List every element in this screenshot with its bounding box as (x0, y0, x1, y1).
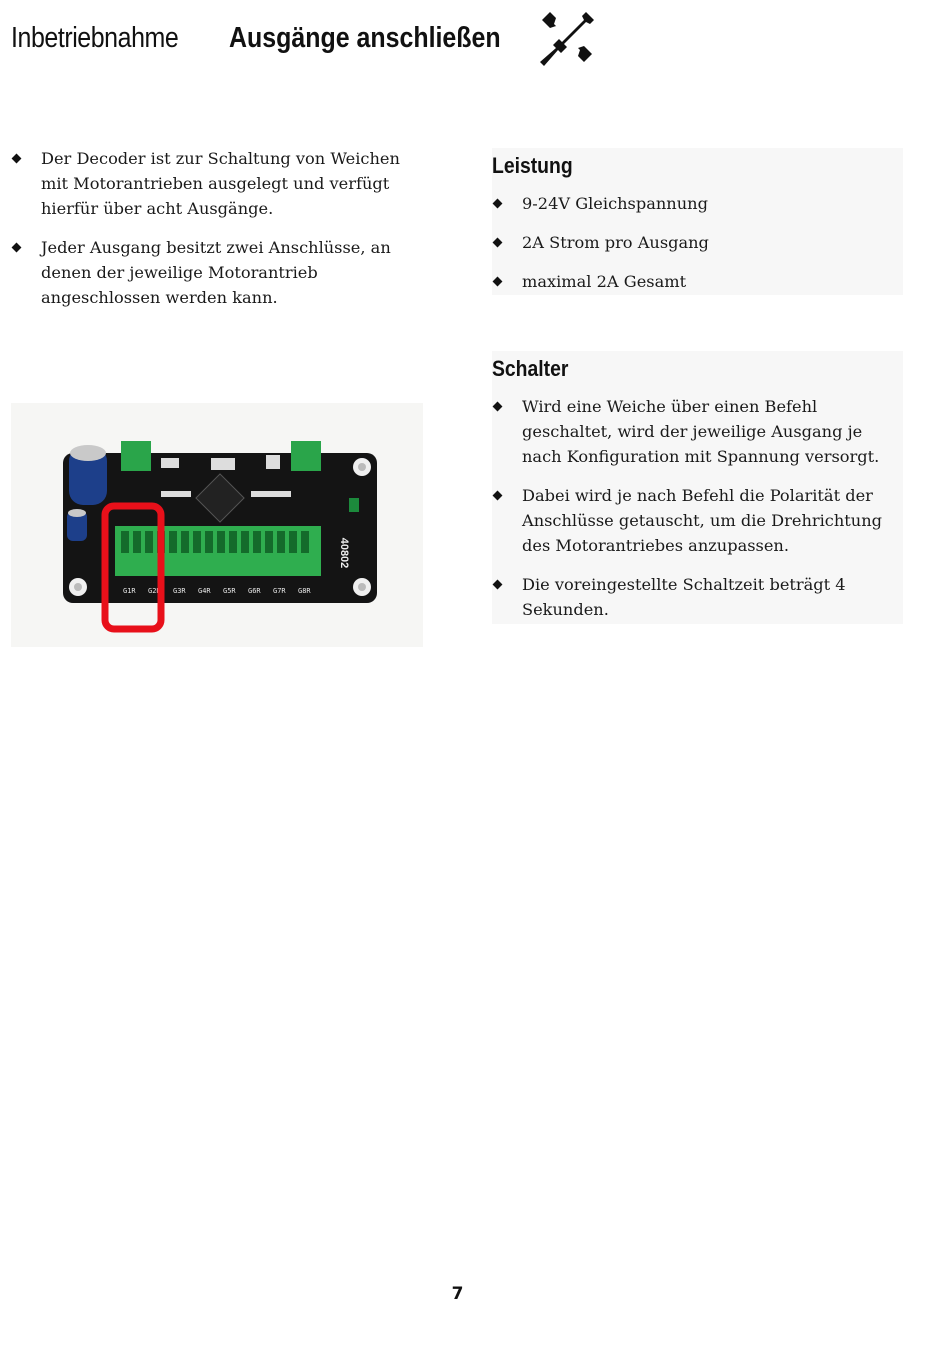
tools-icon (534, 8, 598, 72)
list-item: maximal 2A Gesamt (492, 269, 903, 294)
list-item: Der Decoder ist zur Schaltung von Weichen mit Motorantrieben ausgelegt und verfügt hierfür über acht Ausgänge. (11, 146, 431, 221)
chapter-title: Inbetriebnahme (11, 22, 179, 54)
terminal-label: G1R (123, 587, 136, 595)
board-label: 40802 (338, 537, 350, 569)
list-item: 2A Strom pro Ausgang (492, 230, 903, 255)
page-number: 7 (451, 1284, 464, 1304)
decoder-board-illustration (11, 403, 423, 647)
terminal-label: G4R (198, 587, 211, 595)
intro-list (11, 146, 431, 324)
terminal-label: G6R (248, 587, 261, 595)
list-item: 9-24V Gleichspannung (492, 191, 903, 216)
list-item: Wird eine Weiche über einen Befehl geschaltet, wird der jeweilige Ausgang je nach Konfiguration mit Spannung versorgt. (492, 394, 903, 469)
schalter-box (492, 351, 903, 624)
schalter-heading: Schalter (492, 356, 569, 381)
terminal-label: G7R (273, 587, 286, 595)
list-item: Dabei wird je nach Befehl die Polarität der Anschlüsse getauscht, um die Drehrichtung des Motorantriebes anzupassen. (492, 483, 903, 558)
terminal-label: G8R (298, 587, 311, 595)
section-title: Ausgänge anschließen (229, 22, 501, 54)
leistung-box (492, 148, 903, 295)
terminal-label: G5R (223, 587, 236, 595)
page-header (11, 18, 631, 68)
leistung-heading: Leistung (492, 153, 573, 178)
list-item: Die voreingestellte Schaltzeit beträgt 4 Sekunden. (492, 572, 903, 622)
list-item: Jeder Ausgang besitzt zwei Anschlüsse, an denen der jeweilige Motorantrieb angeschlossen werden kann. (11, 235, 431, 310)
terminal-label: G2R (148, 587, 161, 595)
decoder-board-photo (11, 403, 423, 647)
terminal-label: G3R (173, 587, 186, 595)
